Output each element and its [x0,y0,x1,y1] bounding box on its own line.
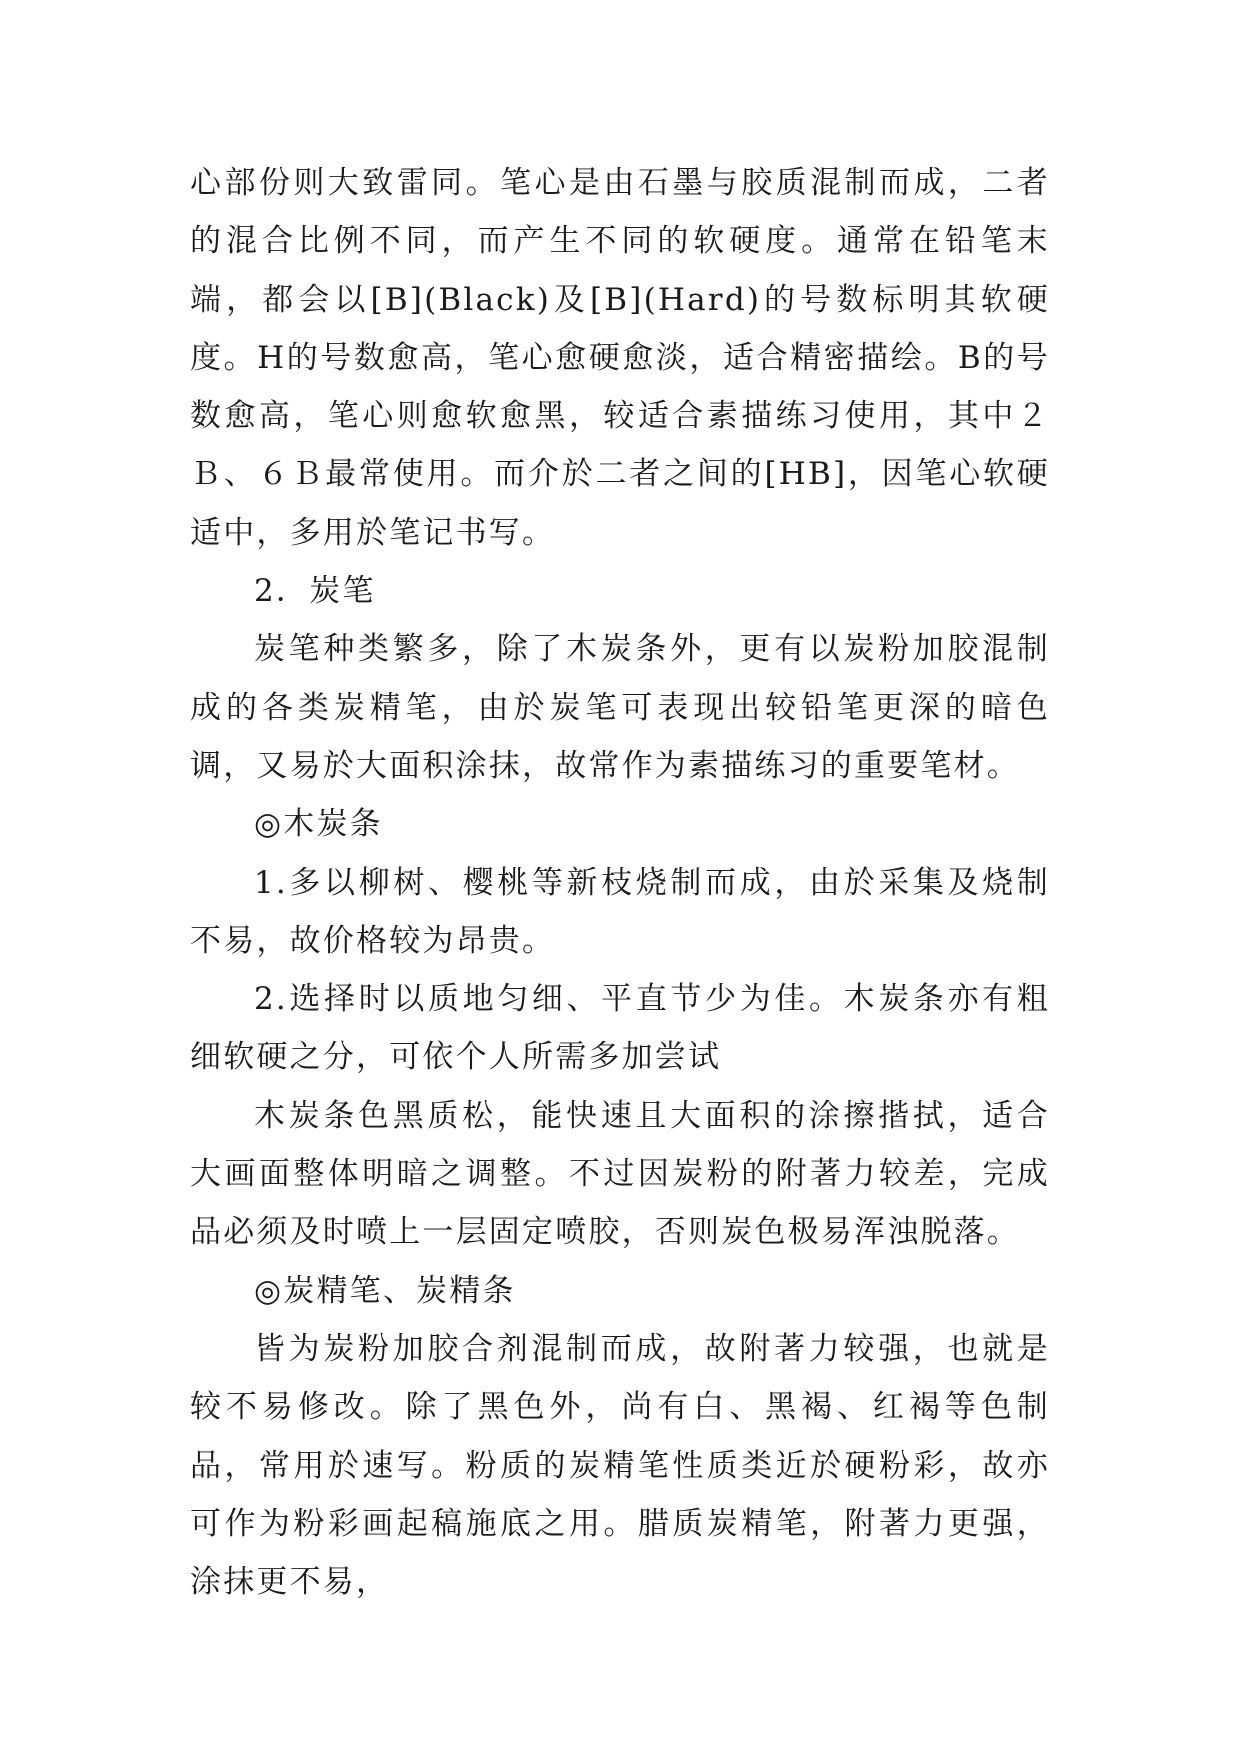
paragraph-conte-crayon: 皆为炭粉加胶合剂混制而成，故附著力较强，也就是较不易修改。除了黑色外，尚有白、黑褐、红褐等色制品，常用於速写。粉质的炭精笔性质类近於硬粉彩，故亦可作为粉彩画起稿施底之用。腊质炭精笔，附著力更强，涂抹更不易， [190,1330,1050,1601]
body-text [190,154,1050,1611]
heading-charcoal-pencil: 2．炭笔 [254,573,376,610]
paragraph-charcoal-intro: 炭笔种类繁多，除了木炭条外，更有以炭粉加胶混制成的各类炭精笔，由於炭笔可表现出较铅笔更深的暗色调，又易於大面积涂抹，故常作为素描练习的重要笔材。 [190,631,1050,784]
list-item-charcoal-2: 2.选择时以质地匀细、平直节少为佳。木炭条亦有粗细软硬之分，可依个人所需多加尝试 [190,981,1050,1076]
paragraph-charcoal-usage: 木炭条色黑质松，能快速且大面积的涂擦揩拭，适合大画面整体明暗之调整。不过因炭粉的附著力较差，完成品必须及时喷上一层固定喷胶，否则炭色极易浑浊脱落。 [190,1097,1050,1251]
heading-conte-crayon: ◎炭精笔、炭精条 [254,1272,516,1309]
list-item-charcoal-1: 1.多以柳树、樱桃等新枝烧制而成，由於采集及烧制不易，故价格较为昂贵。 [190,864,1050,959]
heading-charcoal-stick: ◎木炭条 [254,806,383,843]
paragraph-pencil-hardness: 心部份则大致雷同。笔心是由石墨与胶质混制而成，二者的混合比例不同，而产生不同的软硬度。通常在铅笔末端，都会以[B](Black)及[B](Hard)的号数标明其软硬度。H的号数愈高，笔心愈硬愈淡，适合精密描绘。B的号数愈高，笔心则愈软愈黑，较适合素描练习使用，其中２Ｂ、６Ｂ最常使用。而介於二者之间的[HB]，因笔心软硬适中，多用於笔记书写。 [190,165,1050,551]
